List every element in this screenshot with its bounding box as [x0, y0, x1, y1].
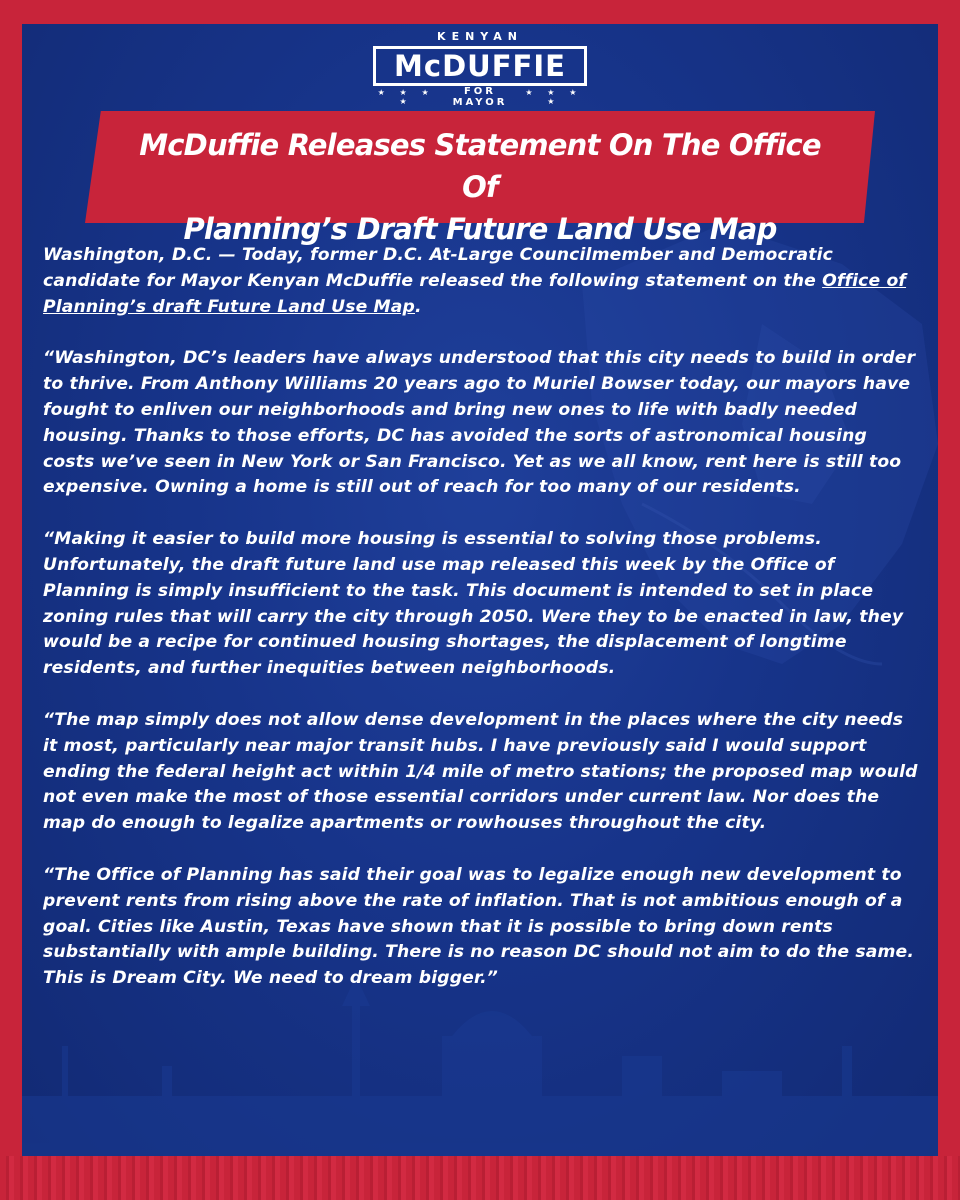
- quote-paragraph-2: “Making it easier to build more housing is essential to solving those problems. Unfortunately, the draft future land use map released this week by the Office of Planning is simply insufficient to the task. This document is intended to set in place zoning rules that will carry the city through 2050. Were they to be enacted in law, they would be a recipe for continued housing shortages, the displacement of longtime residents, and further inequities between neighborhoods.: [43, 529, 904, 679]
- statement-body: [43, 243, 923, 1018]
- intro-end: .: [415, 296, 422, 317]
- land-use-map-link[interactable]: Office of Planning’s draft Future Land Use Map: [43, 270, 907, 317]
- logo-last-name: McDUFFIE: [394, 48, 566, 83]
- logo-tagline: FOR MAYOR: [452, 86, 508, 108]
- star-icons-right: ★ ★ ★ ★: [525, 88, 583, 106]
- star-icons-left: ★ ★ ★ ★: [377, 88, 435, 106]
- quote-paragraph-1: “Washington, DC’s leaders have always understood that this city needs to build in order to thrive. From Anthony Williams 20 years ago to Muriel Bowser today, our mayors have fought to enliven our neighborhoods and bring new ones to life with badly needed housing. Thanks to those efforts, DC has avoided the sorts of astronomical housing costs we’ve seen in New York or San Francisco. Yet as we all know, rent here is still too expensive. Owning a home is still out of reach for too many of our residents.: [43, 348, 916, 498]
- campaign-logo: [369, 28, 591, 108]
- bottom-texture-strip: [0, 1156, 960, 1200]
- title-line-1: McDuffie Releases Statement On The Office Of: [139, 128, 821, 204]
- quote-paragraph-4: “The Office of Planning has said their goal was to legalize enough new development to prevent rents from rising above the rate of inflation. That is not ambitious enough of a goal. Cities like Austin, Texas have shown that it is possible to bring down rents substantially with ample building. There is no reason DC should not aim to do the same. This is Dream City. We need to dream bigger.”: [43, 864, 915, 989]
- logo-name-box: [373, 46, 587, 86]
- page-title: [125, 124, 835, 250]
- logo-first-name: KENYAN: [437, 30, 523, 43]
- intro-paragraph: [43, 243, 923, 320]
- logo-tagline-row: [369, 86, 591, 108]
- title-line-2: Planning’s Draft Future Land Use Map: [183, 212, 777, 246]
- intro-text: Washington, D.C. — Today, former D.C. At-Large Councilmember and Democratic candidate for Mayor Kenyan McDuffie released the following statement on the: [43, 245, 833, 291]
- quote-paragraph-3: “The map simply does not allow dense development in the places where the city needs it most, particularly near major transit hubs. I have previously said I would support ending the federal height act within 1/4 mile of metro stations; the proposed map would not even make the most of those essential corridors under current law. Nor does the map do enough to legalize apartments or rowhouses throughout the city.: [43, 709, 918, 834]
